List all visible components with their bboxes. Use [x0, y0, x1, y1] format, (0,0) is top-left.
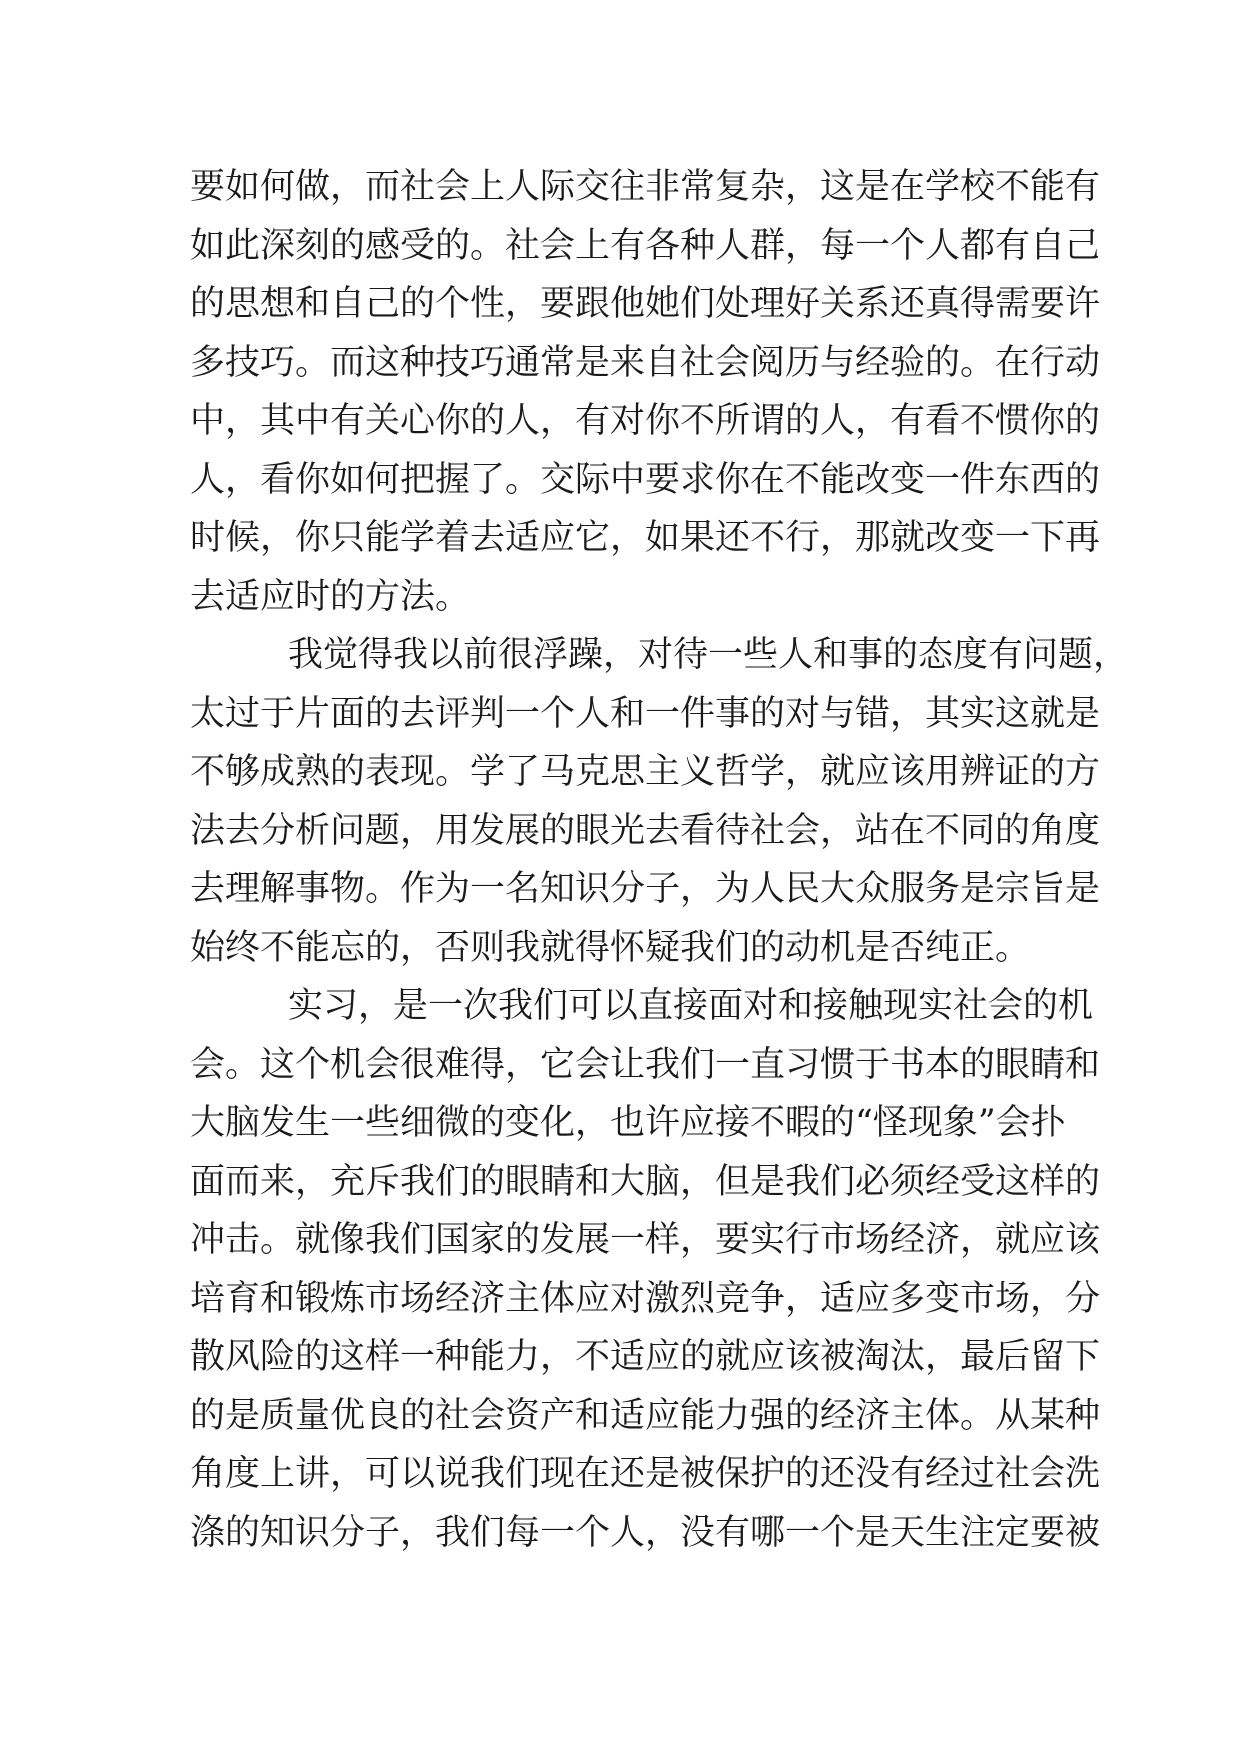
text-line: 始终不能忘的，否则我就得怀疑我们的动机是否纯正。 [190, 927, 1031, 968]
text-line: 涤的知识分子，我们每一个人，没有哪一个是天生注定要被 [190, 1512, 1101, 1553]
text-line: 去适应时的方法。 [190, 576, 471, 617]
text-line: 大脑发生一些细微的变化，也许应接不暇的“怪现象”会扑 [190, 1103, 1066, 1143]
text-line: 散风险的这样一种能力，不适应的就应该被淘汰，最后留下 [190, 1337, 1101, 1377]
text-line: 不够成熟的表现。学了马克思主义哲学，就应该用辨证的方 [190, 752, 1101, 792]
text-line: 的是质量优良的社会资产和适应能力强的经济主体。从某种 [190, 1395, 1101, 1436]
body-text [190, 158, 1129, 1562]
text-line: 角度上讲，可以说我们现在还是被保护的还没有经过社会洗 [190, 1454, 1101, 1494]
text-line: 的思想和自己的个性，要跟他她们处理好关系还真得需要许 [190, 284, 1101, 324]
text-line: 培育和锻炼市场经济主体应对激烈竞争，适应多变市场，分 [190, 1278, 1101, 1319]
paragraph-first-line: 实习，是一次我们可以直接面对和接触现实社会的机 [288, 986, 1094, 1026]
text-line: 时候，你只能学着去适应它，如果还不行，那就改变一下再 [190, 518, 1101, 558]
text-line: 去理解事物。作为一名知识分子，为人民大众服务是宗旨是 [190, 869, 1101, 909]
text-line: 太过于片面的去评判一个人和一件事的对与错，其实这就是 [190, 693, 1101, 734]
paragraph-first-line: 我觉得我以前很浮躁，对待一些人和事的态度有问题， [288, 635, 1129, 675]
text-line: 冲击。就像我们国家的发展一样，要实行市场经济，就应该 [190, 1220, 1101, 1260]
text-line: 法去分析问题，用发展的眼光去看待社会，站在不同的角度 [190, 810, 1101, 851]
text-line: 面而来，充斥我们的眼睛和大脑，但是我们必须经受这样的 [190, 1161, 1101, 1202]
text-line: 中，其中有关心你的人，有对你不所谓的人，有看不惯你的 [190, 401, 1101, 441]
text-line: 会。这个机会很难得，它会让我们一直习惯于书本的眼睛和 [190, 1044, 1101, 1085]
text-line: 人，看你如何把握了。交际中要求你在不能改变一件东西的 [190, 459, 1101, 500]
text-line: 要如何做，而社会上人际交往非常复杂，这是在学校不能有 [190, 167, 1101, 207]
text-line: 多技巧。而这种技巧通常是来自社会阅历与经验的。在行动 [190, 342, 1101, 383]
text-line: 如此深刻的感受的。社会上有各种人群，每一个人都有自己 [190, 225, 1101, 266]
